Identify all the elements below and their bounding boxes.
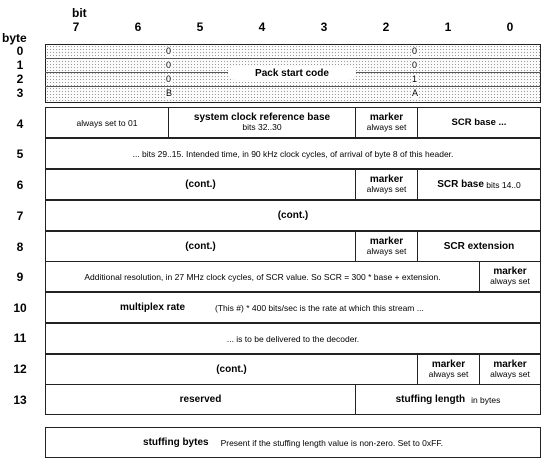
marker-field [355, 107, 418, 138]
bit-number-4: 4 [258, 20, 266, 34]
stuffing-length-title: stuffing length [395, 394, 466, 405]
start-code-bit-right: 1 [412, 74, 418, 84]
marker-sub: always set [428, 369, 469, 380]
cont-text: (cont.) [185, 241, 216, 252]
start-code-bit-left: 0 [166, 74, 172, 84]
multiplex-rate-title: multiplex rate [120, 302, 186, 313]
scr-extension-description-field [45, 261, 480, 292]
stuffing-length-field [355, 384, 541, 415]
byte-number: 6 [16, 178, 24, 192]
bit-number-2: 2 [382, 20, 390, 34]
marker-field [417, 354, 480, 385]
start-code-bit-right: 0 [412, 46, 418, 56]
marker-title: marker [493, 358, 527, 370]
stuffing-bytes-field [45, 427, 541, 458]
marker-sub: always set [490, 369, 530, 380]
start-code-bit-right: 0 [412, 60, 418, 70]
byte-header-label: byte [2, 31, 27, 45]
bit-number-5: 5 [196, 20, 204, 34]
byte-number: 0 [16, 44, 24, 58]
bit-number-0: 0 [506, 20, 514, 34]
stuffing-bytes-title: stuffing bytes [143, 437, 209, 448]
scr-base-middle-field [45, 138, 541, 169]
byte-number: 1 [16, 58, 24, 72]
multiplex-rate-cont-text: ... is to be delivered to the decoder. [226, 333, 360, 344]
scr-base-low-title: SCR base [437, 179, 484, 190]
cont-text: (cont.) [277, 210, 309, 221]
scr-base-high-field [168, 107, 356, 138]
marker-title: marker [431, 358, 466, 370]
marker-title: marker [369, 173, 404, 185]
byte-number: 12 [13, 362, 27, 376]
reserved-field [45, 384, 356, 415]
scr-base-high-title: system clock reference base [193, 111, 331, 123]
scr-prefix-field [45, 107, 169, 138]
bit-header-label: bit [72, 6, 87, 20]
byte-number: 13 [13, 393, 27, 407]
scr-extension-description: Additional resolution, in 27 MHz clock cycles, of SCR value. So SCR = 300 * base + extension. [84, 271, 441, 282]
bit-number-6: 6 [134, 20, 142, 34]
cont-text: (cont.) [216, 364, 247, 375]
scr-base-start-field [417, 107, 541, 138]
scr-base-middle-text: ... bits 29..15. Intended time, in 90 kHz clock cycles, of arrival of byte 8 of this header. [132, 148, 454, 159]
multiplex-rate-end-field [45, 354, 418, 385]
scr-extension-text: SCR extension [443, 241, 515, 252]
scr-base-cont-field [45, 231, 356, 262]
stuffing-bytes-description: Present if the stuffing length value is non-zero. Set to 0xFF. [220, 437, 443, 448]
start-code-bit-right: A [412, 88, 419, 98]
scr-base-high-sub: bits 32..30 [242, 122, 282, 133]
cont-text: (cont.) [185, 179, 216, 190]
scr-base-low-field [417, 169, 541, 200]
multiplex-rate-cont-field [45, 323, 541, 354]
scr-base-start-text: SCR base ... [451, 117, 507, 128]
byte-number: 10 [13, 301, 27, 315]
scr-base-cont-field [45, 169, 356, 200]
marker-title: marker [369, 111, 404, 123]
pack-start-code-label: Pack start code [228, 66, 356, 80]
scr-extension-field [417, 231, 541, 262]
marker-field [479, 261, 541, 292]
multiplex-rate-field [45, 292, 541, 323]
row-divider [45, 86, 541, 87]
marker-field [479, 354, 541, 385]
bit-number-3: 3 [320, 20, 328, 34]
scr-prefix-text: always set to 01 [76, 117, 138, 128]
start-code-bit-left: B [166, 88, 173, 98]
marker-sub: always set [366, 246, 407, 257]
reserved-text: reserved [179, 394, 222, 405]
marker-sub: always set [490, 276, 530, 287]
scr-base-low-cont-field [45, 200, 541, 231]
byte-number: 8 [16, 240, 24, 254]
byte-number: 11 [13, 331, 27, 345]
start-code-bit-left: 0 [166, 46, 172, 56]
bit-number-7: 7 [72, 20, 80, 34]
byte-number: 4 [16, 117, 24, 131]
scr-base-low-sub: bits 14..0 [483, 179, 521, 190]
start-code-bit-left: 0 [166, 60, 172, 70]
byte-number: 9 [16, 270, 24, 284]
marker-title: marker [493, 265, 527, 277]
marker-field [355, 231, 418, 262]
byte-number: 7 [16, 209, 24, 223]
marker-sub: always set [366, 184, 407, 195]
bit-number-1: 1 [444, 20, 452, 34]
byte-number: 3 [16, 86, 24, 100]
byte-number: 5 [16, 147, 24, 161]
marker-title: marker [369, 235, 404, 247]
multiplex-rate-description: (This #) * 400 bits/sec is the rate at which this stream ... [215, 302, 424, 313]
byte-number: 2 [16, 72, 24, 86]
row-divider [45, 58, 541, 59]
marker-field [355, 169, 418, 200]
stuffing-length-sub: in bytes [471, 394, 501, 405]
marker-sub: always set [366, 122, 407, 133]
